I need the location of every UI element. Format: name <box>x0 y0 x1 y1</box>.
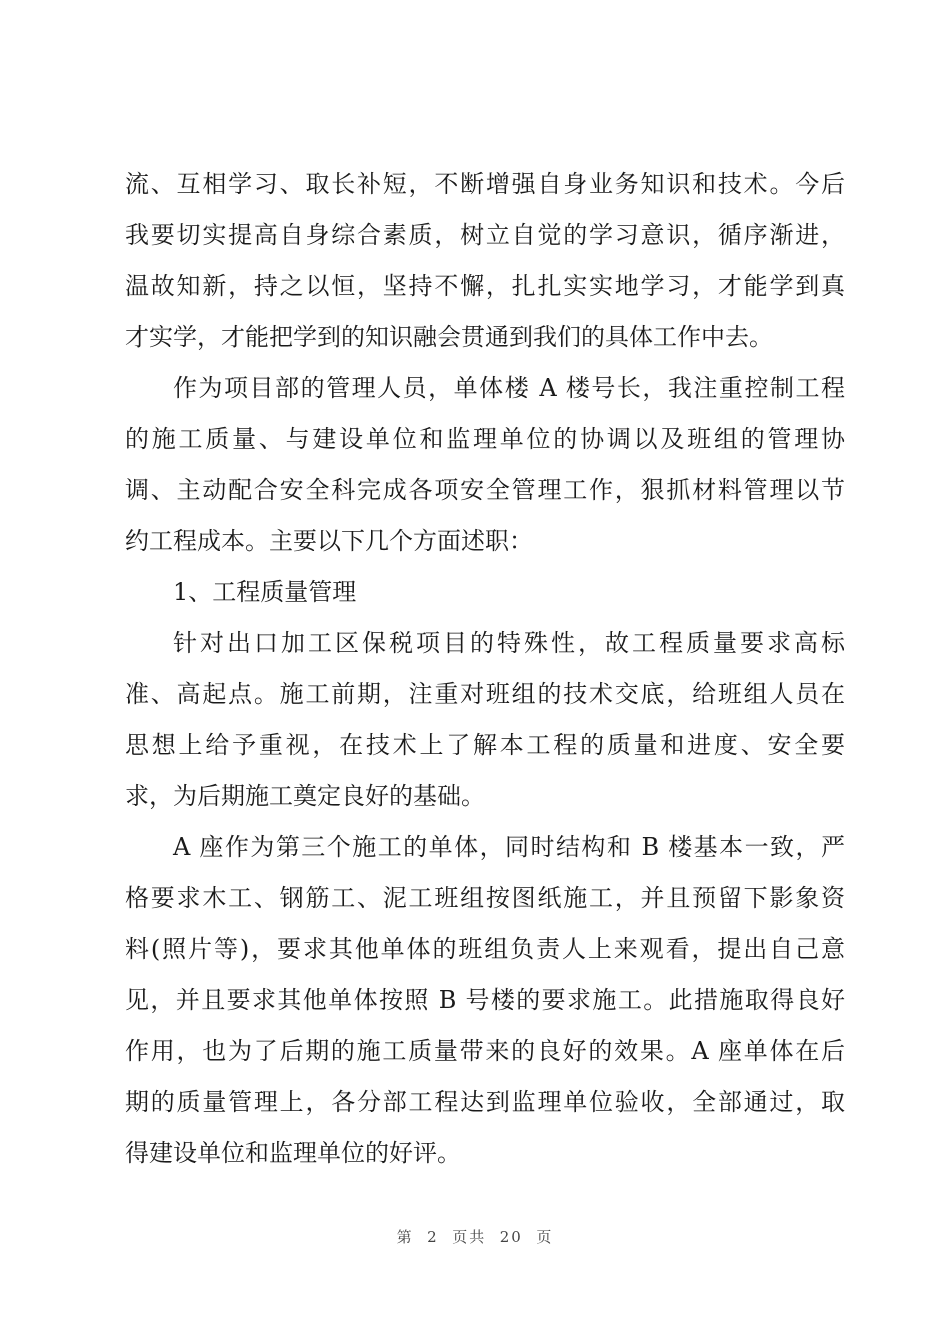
text-line: 见，并且要求其他单体按照 B 号楼的要求施工。此措施取得良好 <box>125 986 845 1014</box>
section-heading: 1、工程质量管理 <box>173 578 357 606</box>
text-line: 流、互相学习、取长补短，不断增强自身业务知识和技术。今后 <box>125 170 845 198</box>
text-line: 准、高起点。施工前期，注重对班组的技术交底，给班组人员在 <box>125 680 845 708</box>
text-line: 作用，也为了后期的施工质量带来的良好的效果。A 座单体在后 <box>125 1037 845 1065</box>
text-line: 料(照片等)，要求其他单体的班组负责人上来观看，提出自己意 <box>125 935 845 963</box>
page-footer: 第 2 页共 20 页 <box>396 1228 554 1246</box>
text-line: 作为项目部的管理人员，单体楼 A 楼号长，我注重控制工程 <box>173 374 845 402</box>
text-line: 温故知新，持之以恒，坚持不懈，扎扎实实地学习，才能学到真 <box>125 272 845 300</box>
text-line: 约工程成本。主要以下几个方面述职： <box>125 527 533 555</box>
text-line: 的施工质量、与建设单位和监理单位的协调以及班组的管理协 <box>125 425 845 453</box>
text-line: 调、主动配合安全科完成各项安全管理工作，狠抓材料管理以节 <box>125 476 845 504</box>
text-line: A 座作为第三个施工的单体，同时结构和 B 楼基本一致，严 <box>173 833 845 861</box>
text-line: 求，为后期施工奠定良好的基础。 <box>125 782 485 810</box>
text-line: 针对出口加工区保税项目的特殊性，故工程质量要求高标 <box>173 629 845 657</box>
text-line: 期的质量管理上，各分部工程达到监理单位验收，全部通过，取 <box>125 1088 845 1116</box>
body-text <box>125 159 845 1179</box>
text-line: 我要切实提高自身综合素质，树立自觉的学习意识，循序渐进， <box>125 221 845 249</box>
text-line: 格要求木工、钢筋工、泥工班组按图纸施工，并且预留下影象资 <box>125 884 845 912</box>
text-line: 才实学，才能把学到的知识融会贯通到我们的具体工作中去。 <box>125 323 773 351</box>
text-line: 思想上给予重视，在技术上了解本工程的质量和进度、安全要 <box>125 731 845 759</box>
text-line: 得建设单位和监理单位的好评。 <box>125 1139 461 1167</box>
